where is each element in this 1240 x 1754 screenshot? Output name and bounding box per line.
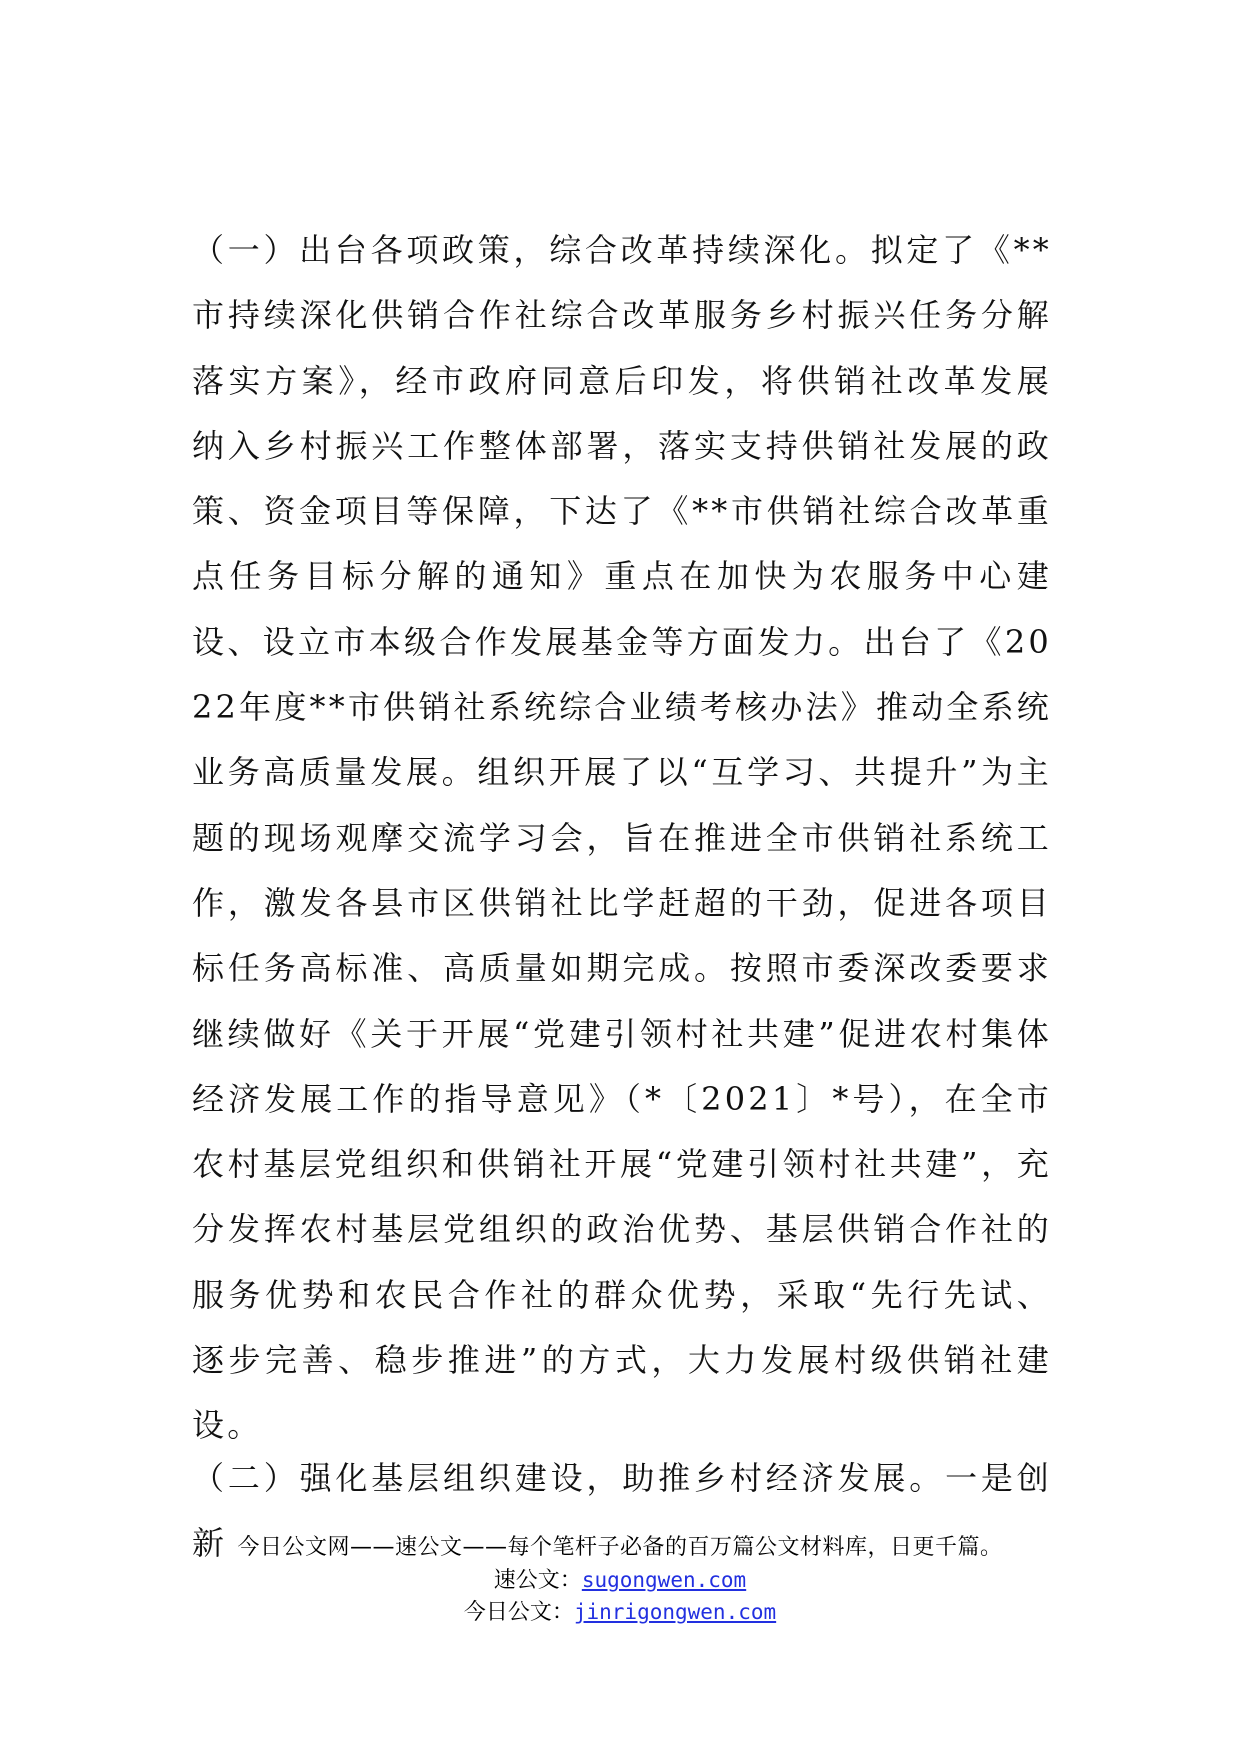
footer-link2-label: 今日公文： xyxy=(463,1600,574,1625)
footer-promo xyxy=(0,1532,1240,1628)
paragraph-policies: （一）出台各项政策，综合改革持续深化。拟定了《**市持续深化供销合作社综合改革服务乡村振兴任务分解落实方案》，经市政府同意后印发，将供销社改革发展纳入乡村振兴工作整体部署，落实支持供销社发展的政策、资金项目等保障，下达了《**市供销社综合改革重点任务目标分解的通知》重点在加快为农服务中心建设、设立市本级合作发展基金等方面发力。出台了《2022年度**市供销社系统综合业绩考核办法》推动全系统业务高质量发展。组织开展了以“互学习、共提升”为主题的现场观摩交流学习会，旨在推进全市供销社系统工作，激发各县市区供销社比学赶超的干劲，促进各项目标任务高标准、高质量如期完成。按照市委深改委要求继续做好《关于开展“党建引领村社共建”促进农村集体经济发展工作的指导意见》（*〔2021〕*号），在全市农村基层党组织和供销社开展“党建引领村社共建”，充分发挥农村基层党组织的政治优势、基层供销合作社的服务优势和农民合作社的群众优势，采取“先行先试、逐步完善、稳步推进”的方式，大力发展村级供销社建设。 xyxy=(192,231,1052,1445)
footer-line-jinrigongwen xyxy=(0,1596,1240,1628)
jinrigongwen-link[interactable]: jinrigongwen.com xyxy=(573,1600,777,1624)
footer-link1-label: 速公文： xyxy=(493,1568,582,1593)
sugongwen-link[interactable]: sugongwen.com xyxy=(581,1568,747,1592)
footer-line-sugongwen xyxy=(0,1564,1240,1596)
footer-slogan: 今日公文网——速公文——每个笔杆子必备的百万篇公文材料库，日更千篇。 xyxy=(237,1535,1003,1560)
paragraph-grassroots: （二）强化基层组织建设，助推乡村经济发展。一是创新 xyxy=(192,1459,1052,1563)
